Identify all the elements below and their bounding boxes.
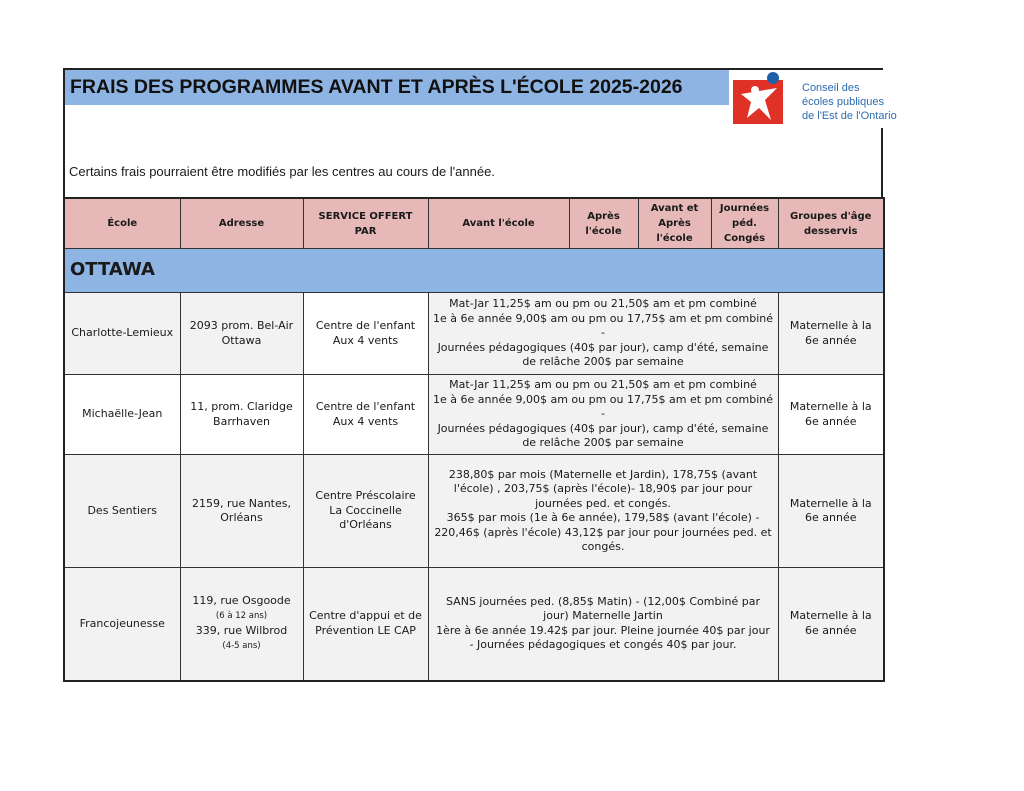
cell-groupes: Maternelle à la 6e année (778, 455, 884, 568)
cell-groupes: Maternelle à la 6e année (778, 568, 884, 681)
cell-service: Centre de l'enfant Aux 4 vents (303, 375, 428, 455)
cell-groupes: Maternelle à la 6e année (778, 375, 884, 455)
cell-adresse: 2093 prom. Bel-Air Ottawa (180, 293, 303, 375)
cell-frais: Mat-Jar 11,25$ am ou pm ou 21,50$ am et pm combiné 1e à 6e année 9,00$ am ou pm ou 17,75$ am et pm combiné - Journées pédagogiques (40$ par jour), camp d'été, semaine de relâche 200$ par semaine (428, 375, 778, 455)
cell-frais: Mat-Jar 11,25$ am ou pm ou 21,50$ am et pm combiné 1e à 6e année 9,00$ am ou pm ou 17,75$ am et pm combiné - Journées pédagogiques (40$ par jour), camp d'été, semaine de relâche 200$ par semaine (428, 293, 778, 375)
header-journees: Journées péd. Congés (711, 198, 778, 249)
header-avant-apres: Avant et Après l'école (638, 198, 711, 249)
table-row (64, 455, 884, 568)
logo-line-1: Conseil des (802, 82, 860, 94)
header-ecole: École (64, 198, 180, 249)
cell-service: Centre d'appui et de Prévention LE CAP (303, 568, 428, 681)
table-row (64, 375, 884, 455)
cell-frais: 238,80$ par mois (Maternelle et Jardin), 178,75$ (avant l'école) , 203,75$ (après l'école)- 18,90$ par jour pour journées ped. et congés. 365$ par mois (1e à 6e année), 179,58$ (avant l'école) - 220,46$ (après l'école) 43,12$ par jour pour journées ped. et congés. (428, 455, 778, 568)
region-row (64, 249, 884, 293)
frame-left-line (63, 105, 65, 199)
cell-service: Centre Préscolaire La Coccinelle d'Orléans (303, 455, 428, 568)
cell-adresse: 119, rue Osgoode (6 à 12 ans) 339, rue Wilbrod (4-5 ans) (180, 568, 303, 681)
logo-text (802, 81, 897, 123)
cell-ecole: Francojeunesse (64, 568, 180, 681)
notice-text: Certains frais pourraient être modifiés par les centres au cours de l'année. (69, 164, 495, 179)
header-service: SERVICE OFFERT PAR (303, 198, 428, 249)
header-groupes: Groupes d'âge desservis (778, 198, 884, 249)
frame-top-line (729, 68, 883, 70)
cell-frais: SANS journées ped. (8,85$ Matin) - (12,00$ Combiné par jour) Maternelle Jartin 1ère à 6e année 19.42$ par jour. Pleine journée 40$ par jour - Journées pédagogiques et congés 40$ par jour. (428, 568, 778, 681)
table-row (64, 293, 884, 375)
cepeo-logo-icon (731, 72, 787, 126)
frame-right-line (881, 128, 883, 199)
cell-ecole: Charlotte-Lemieux (64, 293, 180, 375)
header-apres: Après l'école (569, 198, 638, 249)
cell-groupes: Maternelle à la 6e année (778, 293, 884, 375)
cell-service: Centre de l'enfant Aux 4 vents (303, 293, 428, 375)
logo-line-2: écoles publiques (802, 96, 884, 108)
cell-adresse: 11, prom. Claridge Barrhaven (180, 375, 303, 455)
header-avant: Avant l'école (428, 198, 569, 249)
cell-adresse: 2159, rue Nantes, Orléans (180, 455, 303, 568)
logo-line-3: de l'Est de l'Ontario (802, 110, 897, 122)
table-row (64, 568, 884, 681)
cepeo-logo (731, 72, 897, 128)
title-band (63, 68, 729, 105)
region-label: OTTAWA (64, 249, 884, 293)
table-header-row (64, 198, 884, 249)
fees-table (63, 197, 885, 682)
page-title: FRAIS DES PROGRAMMES AVANT ET APRÈS L'ÉCOLE 2025-2026 (70, 76, 683, 98)
header-adresse: Adresse (180, 198, 303, 249)
cell-ecole: Michaëlle-Jean (64, 375, 180, 455)
cell-ecole: Des Sentiers (64, 455, 180, 568)
